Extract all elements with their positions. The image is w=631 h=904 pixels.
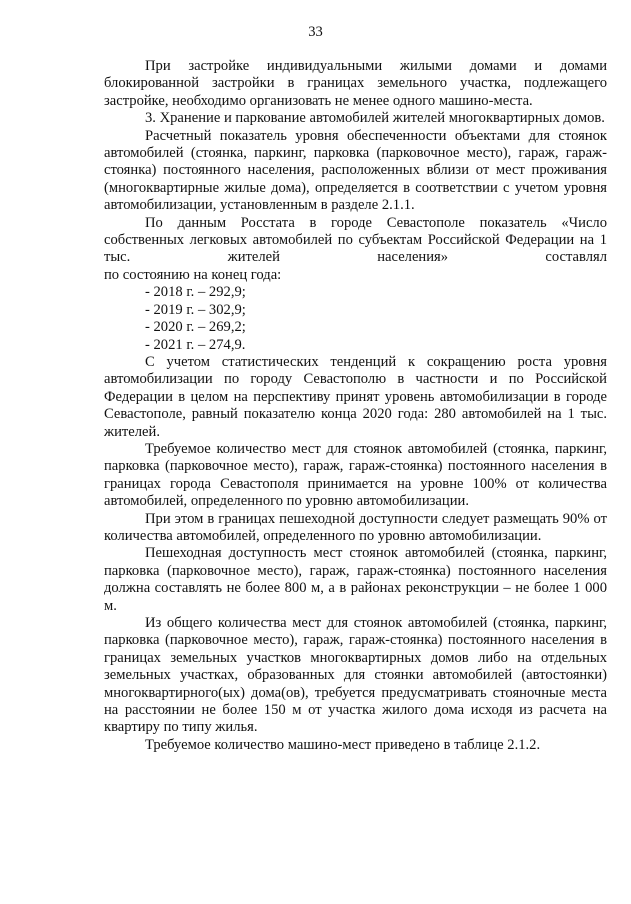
list-item-2019: - 2019 г. – 302,9; xyxy=(145,301,246,318)
paragraph-individual-housing: При застройке индивидуальными жилыми домами и домами блокированной застройки в границах земельного участка, подлежащего застройке, необходимо организовать не менее одного машино-места. xyxy=(104,58,607,109)
list-item-2018: - 2018 г. – 292,9; xyxy=(145,284,246,301)
list-item-2021: - 2021 г. – 274,9. xyxy=(145,336,246,353)
paragraph-parking-on-plots: Из общего количества мест для стоянок автомобилей (стоянка, паркинг, парковка (парковочное место), гараж, гараж-стоянка) постоянного населения в границах земельных участков многоквартирных домов либо на отдельных земельных участках, образованных для стоянки автомобилей (автостоянки) многоквартирного(ых) дома(ов), требуется предусматривать стояночные места на расстоянии не более 150 м от участка жилого дома исходя из расчета на квартиру по типу жилья. xyxy=(104,615,607,736)
paragraph-rosstat-data: По данным Росстата в городе Севастополе показатель «Число собственных легковых автомобилей по субъектам Российской Федерации на 1 тыс. жителей населения» составлял xyxy=(104,214,607,266)
paragraph-required-spaces: Требуемое количество мест для стоянок автомобилей (стоянка, паркинг, парковка (парковочное место), гараж, гараж-стоянка) постоянного населения в границах города Севастополя принимается на уровне 100% от количества автомобилей, определенного по уровню автомобилизации. xyxy=(104,440,607,510)
paragraph-statistical-trends: С учетом статистических тенденций к сокращению роста уровня автомобилизации по городу Севастополю в частности и по Российской Федерации в целом на перспективу принят уровень автомобилизации в городе Севастополе, равный показателю конца 2020 года: 280 автомобилей на 1 тыс. жителей. xyxy=(104,353,607,440)
paragraph-walking-distance-share: При этом в границах пешеходной доступности следует размещать 90% от количества автомобилей, определенного по уровню автомобилизации. xyxy=(104,510,607,544)
paragraph-rosstat-data-cont: по состоянию на конец года: xyxy=(104,266,282,283)
paragraph-calculated-indicator: Расчетный показатель уровня обеспеченности объектами для стоянок автомобилей (стоянка, паркинг, парковка (парковочное место), гараж, гараж-стоянка) постоянного населения, расположенных вблизи от мест проживания (многоквартирные жилые дома), определяется в соответствии с учетом уровня автомобилизации, установленным в разделе 2.1.1. xyxy=(104,127,607,214)
list-item-2020: - 2020 г. – 269,2; xyxy=(145,319,246,336)
paragraph-section-3-heading: 3. Хранение и паркование автомобилей жителей многоквартирных домов. xyxy=(145,110,605,127)
paragraph-table-reference: Требуемое количество машино-мест приведено в таблице 2.1.2. xyxy=(145,736,541,753)
page-number: 33 xyxy=(308,24,323,40)
document-body xyxy=(104,58,607,754)
paragraph-walking-distance-limit: Пешеходная доступность мест стоянок автомобилей (стоянка, паркинг, парковка (парковочное место), гараж, гараж-стоянка) постоянного населения должна составлять не более 800 м, а в районах реконструкции – не более 1 000 м. xyxy=(104,545,607,614)
